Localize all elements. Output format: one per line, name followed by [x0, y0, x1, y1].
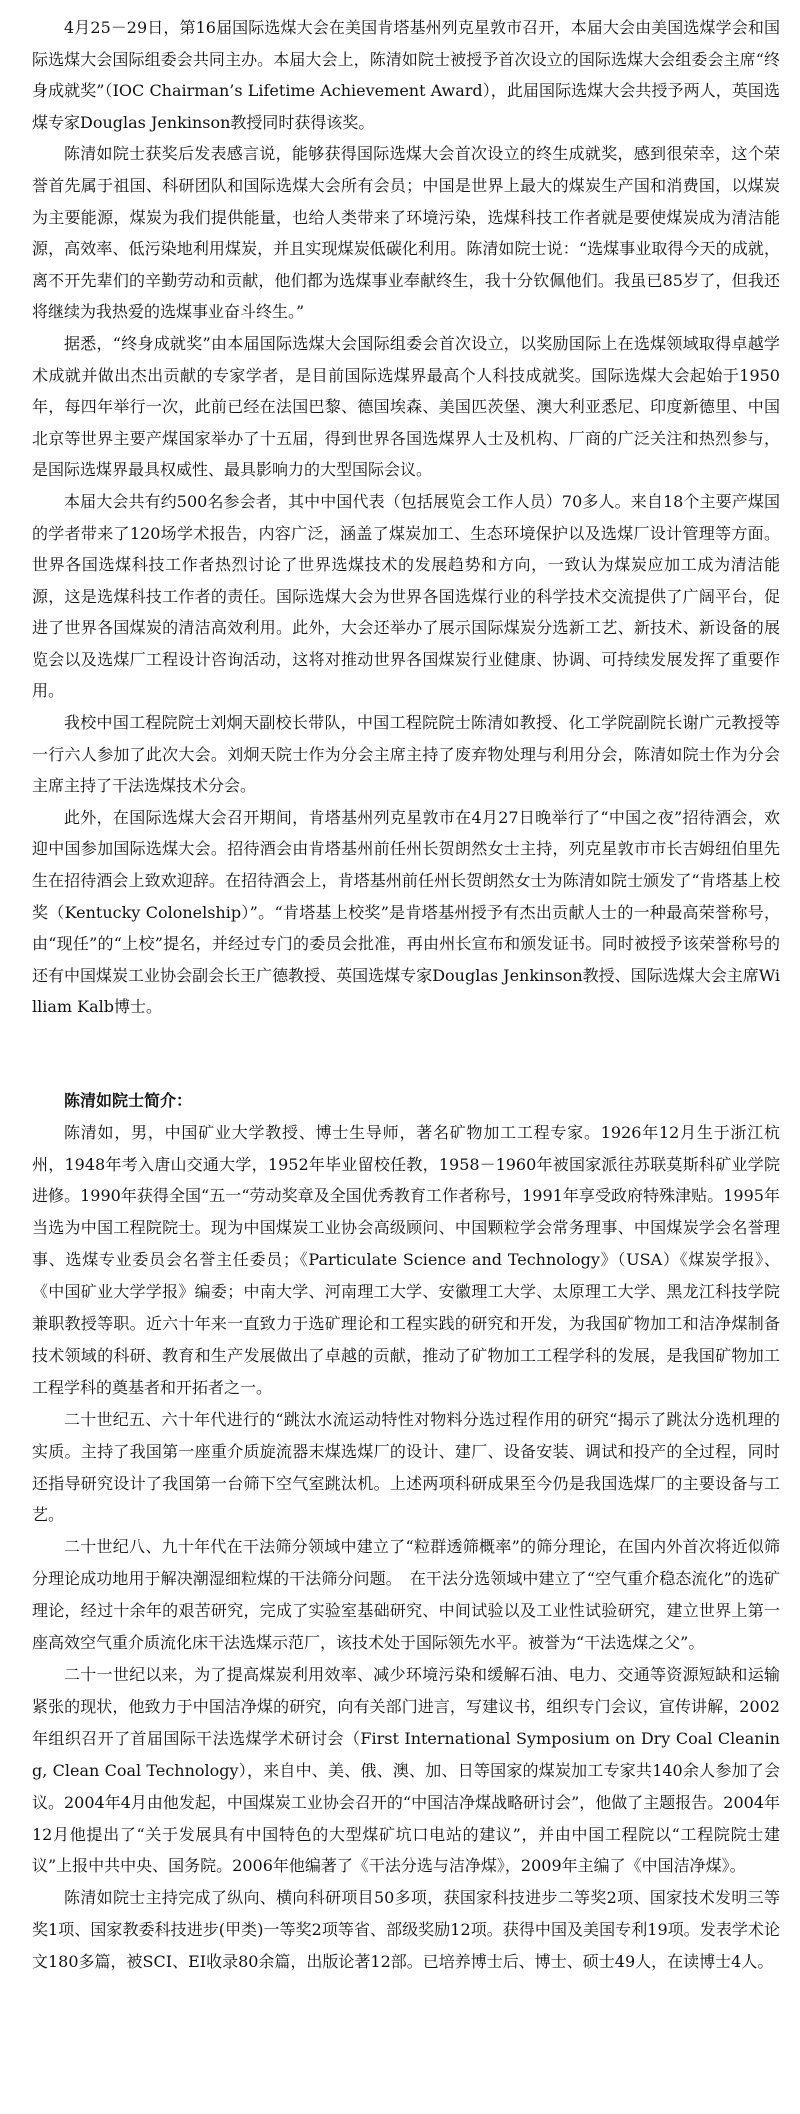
bio-section: [32, 1085, 780, 1978]
bio-paragraph-1: 陈清如，男，中国矿业大学教授、博士生导师，著名矿物加工工程专家。1926年12月生于浙江杭州，1948年考入唐山交通大学，1952年毕业留校任教，1958－1960年被国家派往苏联莫斯科矿业学院进修。1990年获得全国“五一“劳动奖章及全国优秀教育工作者称号，1991年享受政府特殊津贴。1995年当选为中国工程院院士。现为中国煤炭工业协会高级顾问、中国颗粒学会常务理事、中国煤炭学会名誉理事、选煤专业委员会名誉主任委员；《Particulate Science and Technology》（USA）《煤炭学报》、《中国矿业大学学报》编委；中南大学、河南理工大学、安徽理工大学、太原理工大学、黑龙江科技学院兼职教授等职。近六十年来一直致力于选矿理论和工程实践的研究和开发，为我国矿物加工和洁净煤制备技术领域的科研、教育和生产发展做出了卓越的贡献，推动了矿物加工工程学科的发展，是我国矿物加工工程学科的奠基者和开拓者之一。: [32, 1122, 780, 1397]
article-paragraph-6: 此外，在国际选煤大会召开期间，肯塔基州列克星敦市在4月27日晚举行了“中国之夜”招待酒会，欢迎中国参加国际选煤大会。招待酒会由肯塔基州前任州长贺朗然女士主持，列克星敦市市长吉姆纽伯里先生在招待酒会上致欢迎辞。在招待酒会上，肯塔基州前任州长贺朗然女士为陈清如院士颁发了“肯塔基上校奖（Kentucky Colonelship）”。“肯塔基上校奖”是肯塔基州授予有杰出贡献人士的一种最高荣誉称号，由“现任”的“上校”提名，并经过专门的委员会批准，再由州长宣布和颁发证书。同时被授予该荣誉称号的还有中国煤炭工业协会副会长王广德教授、英国选煤专家Douglas Jenkinson教授、国际选煤大会主席William Kalb博士。: [32, 807, 780, 1017]
bio-title: 陈清如院士简介：: [64, 1091, 193, 1110]
bio-paragraph-5: 陈清如院士主持完成了纵向、横向科研项目50多项，获国家科技进步二等奖2项、国家技术发明三等奖1项、国家教委科技进步(甲类)一等奖2项等省、部级奖励12项。获得中国及美国专利19项。发表学术论文180多篇，被SCI、EI收录80余篇，出版论著12部。已培养博士后、博士、硕士49人，在读博士4人。: [32, 1888, 780, 1972]
section-spacer: [32, 1023, 780, 1085]
article-paragraph-3: 据悉，“终身成就奖”由本届国际选煤大会国际组委会首次设立，以奖励国际上在选煤领域取得卓越学术成就并做出杰出贡献的专家学者，是目前国际选煤界最高个人科技成就奖。国际选煤大会起始于1950年，每四年举行一次，此前已经在法国巴黎、德国埃森、美国匹茨堡、澳大利亚悉尼、印度新德里、中国北京等世界主要产煤国家举办了十五届，得到世界各国选煤界人士及机构、厂商的广泛关注和热烈参与，是国际选煤界最具权威性、最具影响力的大型国际会议。: [32, 333, 780, 480]
article-paragraph-5: 我校中国工程院院士刘炯天副校长带队，中国工程院院士陈清如教授、化工学院副院长谢广元教授等一行六人参加了此次大会。刘炯天院士作为分会主席主持了废弃物处理与利用分会，陈清如院士作为分会主席主持了干法选煤技术分会。: [32, 713, 780, 796]
article-paragraph-2: 陈清如院士获奖后发表感言说，能够获得国际选煤大会首次设立的终生成就奖，感到很荣幸，这个荣誉首先属于祖国、科研团队和国际选煤大会所有会员；中国是世界上最大的煤炭生产国和消费国，以煤炭为主要能源，煤炭为我们提供能量，也给人类带来了环境污染，选煤科技工作者就是要使煤炭成为清洁能源，高效率、低污染地利用煤炭，并且实现煤炭低碳化利用。陈清如院士说：“选煤事业取得今天的成就，离不开先辈们的辛勤劳动和贡献，他们都为选煤事业奉献终生，我十分钦佩他们。我虽已85岁了，但我还将继续为我热爱的选煤事业奋斗终生。”: [32, 144, 780, 322]
article-paragraph-4: 本届大会共有约500名参会者，其中中国代表（包括展览会工作人员）70多人。来自18个主要产煤国的学者带来了120场学术报告，内容广泛，涵盖了煤炭加工、生态环境保护以及选煤厂设计管理等方面。世界各国选煤科技工作者热烈讨论了世界选煤技术的发展趋势和方向，一致认为煤炭应加工成为清洁能源，这是选煤科技工作者的责任。国际选煤大会为世界各国选煤行业的科学技术交流提供了广阔平台，促进了世界各国煤炭的清洁高效利用。此外，大会还举办了展示国际煤炭分选新工艺、新技术、新设备的展览会以及选煤厂工程设计咨询活动，这将对推动世界各国煤炭行业健康、协调、可持续发展发挥了重要作用。: [32, 491, 780, 701]
article-paragraph-1: 4月25－29日，第16届国际选煤大会在美国肯塔基州列克星敦市召开，本届大会由美国选煤学会和国际选煤大会国际组委会共同主办。本届大会上，陈清如院士被授予首次设立的国际选煤大会组委会主席“终身成就奖”（IOC Chairman’s Lifetime Achievement Award），此届国际选煤大会共授予两人，英国选煤专家Douglas Jenkinson教授同时获得该奖。: [32, 18, 780, 132]
bio-paragraph-2: 二十世纪五、六十年代进行的“跳汰水流运动特性对物料分选过程作用的研究“揭示了跳汰分选机理的实质。主持了我国第一座重介质旋流器末煤选煤厂的设计、建厂、设备安装、调试和投产的全过程，同时还指导研究设计了我国第一台筛下空气室跳汰机。上述两项科研成果至今仍是我国选煤厂的主要设备与工艺。: [32, 1409, 780, 1525]
bio-paragraph-4: 二十一世纪以来，为了提高煤炭利用效率、减少环境污染和缓解石油、电力、交通等资源短缺和运输紧张的现状，他致力于中国洁净煤的研究，向有关部门进言，写建议书，组织专门会议，宣传讲解，2002年组织召开了首届国际干法选煤学术研讨会（First International Symposium on Dry Coal Cleaning, Clean Coal Technology），来自中、美、俄、澳、加、日等国家的煤炭加工专家共140余人参加了会议。2004年4月由他发起，中国煤炭工业协会召开的“中国洁净煤战略研讨会”，他做了主题报告。2004年12月他提出了“关于发展具有中国特色的大型煤矿坑口电站的建议”，并由中国工程院以“工程院院士建议”上报中共中央、国务院。2006年他编著了《干法分选与洁净煤》，2009年主编了《中国洁净煤》。: [32, 1665, 780, 1876]
bio-paragraph-3: 二十世纪八、九十年代在干法筛分领域中建立了“粒群透筛概率”的筛分理论，在国内外首次将近似筛分理论成功地用于解决潮湿细粒煤的干法筛分问题。 在干法分选领域中建立了“空气重介稳态流化”的选矿理论，经过十余年的艰苦研究，完成了实验室基础研究、中间试验以及工业性试验研究，建立世界上第一座高效空气重介质流化床干法选煤示范厂，该技术处于国际领先水平。被誉为“干法选煤之父”。: [32, 1537, 780, 1653]
article-body: [32, 12, 780, 1023]
